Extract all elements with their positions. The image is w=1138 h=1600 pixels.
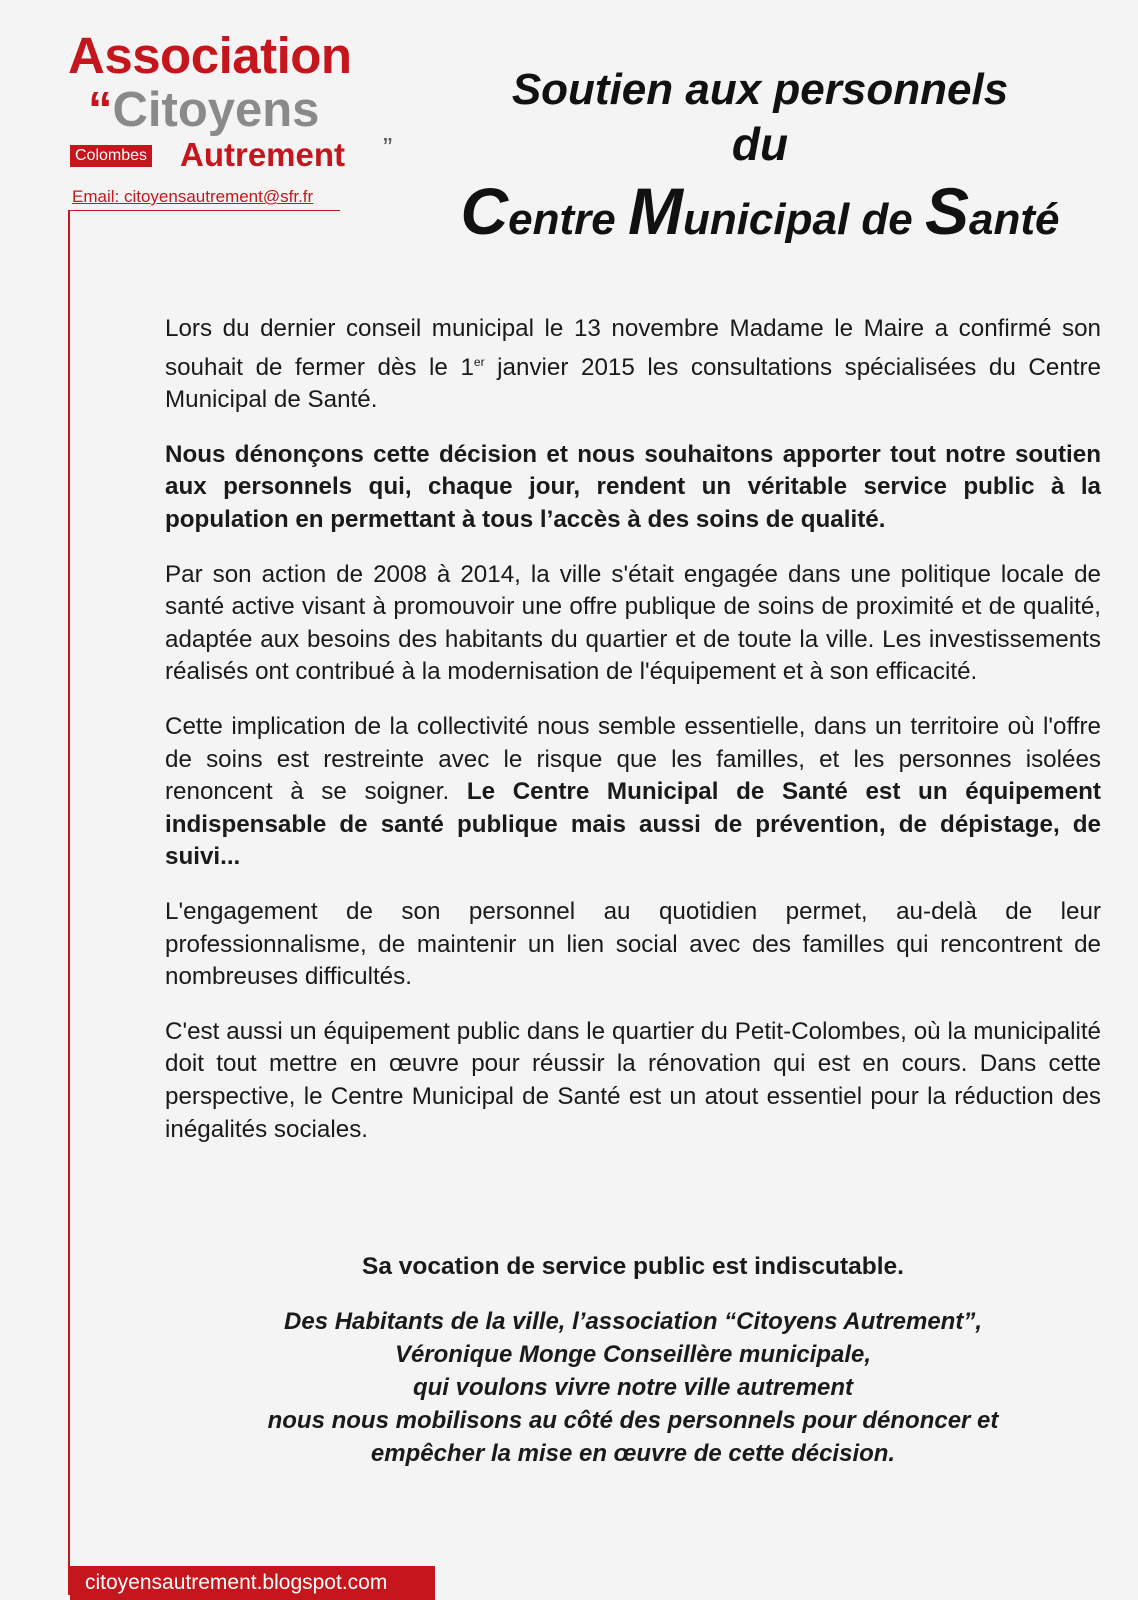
paragraph-1-a: Lors du dernier conseil municipal le 13 novembre Madame le Maire a confirmé son souhait de fermer dès le 1 — [165, 315, 1101, 381]
signature-line-3: qui voulons vivre notre ville autrement — [412, 1374, 854, 1401]
logo-citoyens — [88, 83, 320, 137]
paragraph-2: Nous dénonçons cette décision et nous souhaitons apporter tout notre soutien aux personnels qui, chaque jour, rendent un véritable service public à la population en permettant à tous l’accès à des soins de qualité. — [165, 440, 1101, 534]
paragraph-5: L'engagement de son personnel au quotidien permet, au-delà de leur professionnalisme, de maintenir un lien social avec des familles qui rencontrent de nombreuses difficultés. — [165, 897, 1101, 991]
paragraph-4 — [165, 711, 1101, 874]
email-link[interactable]: Email: citoyensautrement@sfr.fr — [72, 187, 314, 206]
paragraph-3: Par son action de 2008 à 2014, la ville s'était engagée dans une politique locale de santé active visant à promouvoir une offre publique de soins de proximité et de qualité, adaptée aux besoins des habitants du quartier et de toute la ville. Les investissements réalisés ont contribué à la modernisation de l'équipement et à son efficacité. — [165, 560, 1101, 686]
signature — [165, 1305, 1101, 1470]
title-word-3: anté — [969, 195, 1060, 244]
title-line-1: Soutien aux personnels — [511, 65, 1009, 114]
paragraph-1-b: janvier 2015 les consultations spécialisées du Centre Municipal de Santé. — [165, 353, 1102, 414]
title-cap-m: M — [627, 174, 683, 248]
underline-divider — [68, 210, 340, 211]
paragraph-4-a: Cette implication de la collectivité nous semble essentielle, dans un territoire où l'offre de soins est restreinte avec le risque que les familles, et les personnes isolées renoncent à se soigner. — [165, 713, 1101, 806]
title-word-2: unicipal de — [682, 195, 925, 244]
logo-citoyens-text: Citoyens — [112, 83, 320, 137]
logo-autrement: Autrement — [180, 136, 346, 173]
title-line-2: du — [731, 118, 789, 170]
paragraph-4-b: Le Centre Municipal de Santé est un équipement indispensable de santé publique mais aussi de prévention, de dépistage, de suivi... — [165, 778, 1101, 871]
signature-line-5: empêcher la mise en œuvre de cette décision. — [370, 1440, 896, 1467]
signature-line-2: Véronique Monge Conseillère municipale, — [394, 1341, 872, 1368]
logo-association: Association — [68, 27, 352, 84]
title-cap-c: C — [460, 174, 509, 248]
title-cap-s: S — [925, 174, 970, 248]
logo-open-quote: “ — [88, 83, 113, 137]
logo-colombes-badge: Colombes — [70, 145, 152, 167]
paragraph-1-sup: er — [473, 354, 485, 369]
signature-line-1: Des Habitants de la ville, l’association “Citoyens Autrement”, — [284, 1308, 982, 1335]
paragraph-1 — [165, 313, 1101, 417]
logo-close-quote: ” — [383, 132, 393, 163]
margin-rule — [68, 210, 70, 1595]
body-text — [165, 313, 1101, 1168]
title-word-1: entre — [508, 195, 628, 244]
paragraph-6: C'est aussi un équipement public dans le quartier du Petit-Colombes, où la municipalité doit tout mettre en œuvre pour réussir la rénovation qui est en cours. Dans cette perspective, le Centre Municipal de Santé est un atout essentiel pour la réduction des inégalités sociales. — [165, 1017, 1101, 1143]
title-line-3 — [430, 176, 1090, 255]
signature-line-4: nous nous mobilisons au côté des personnels pour dénoncer et — [267, 1407, 999, 1434]
blog-link[interactable]: citoyensautrement.blogspot.com — [70, 1566, 435, 1600]
page-title — [430, 62, 1090, 255]
slogan: Sa vocation de service public est indiscutable. — [362, 1253, 904, 1280]
